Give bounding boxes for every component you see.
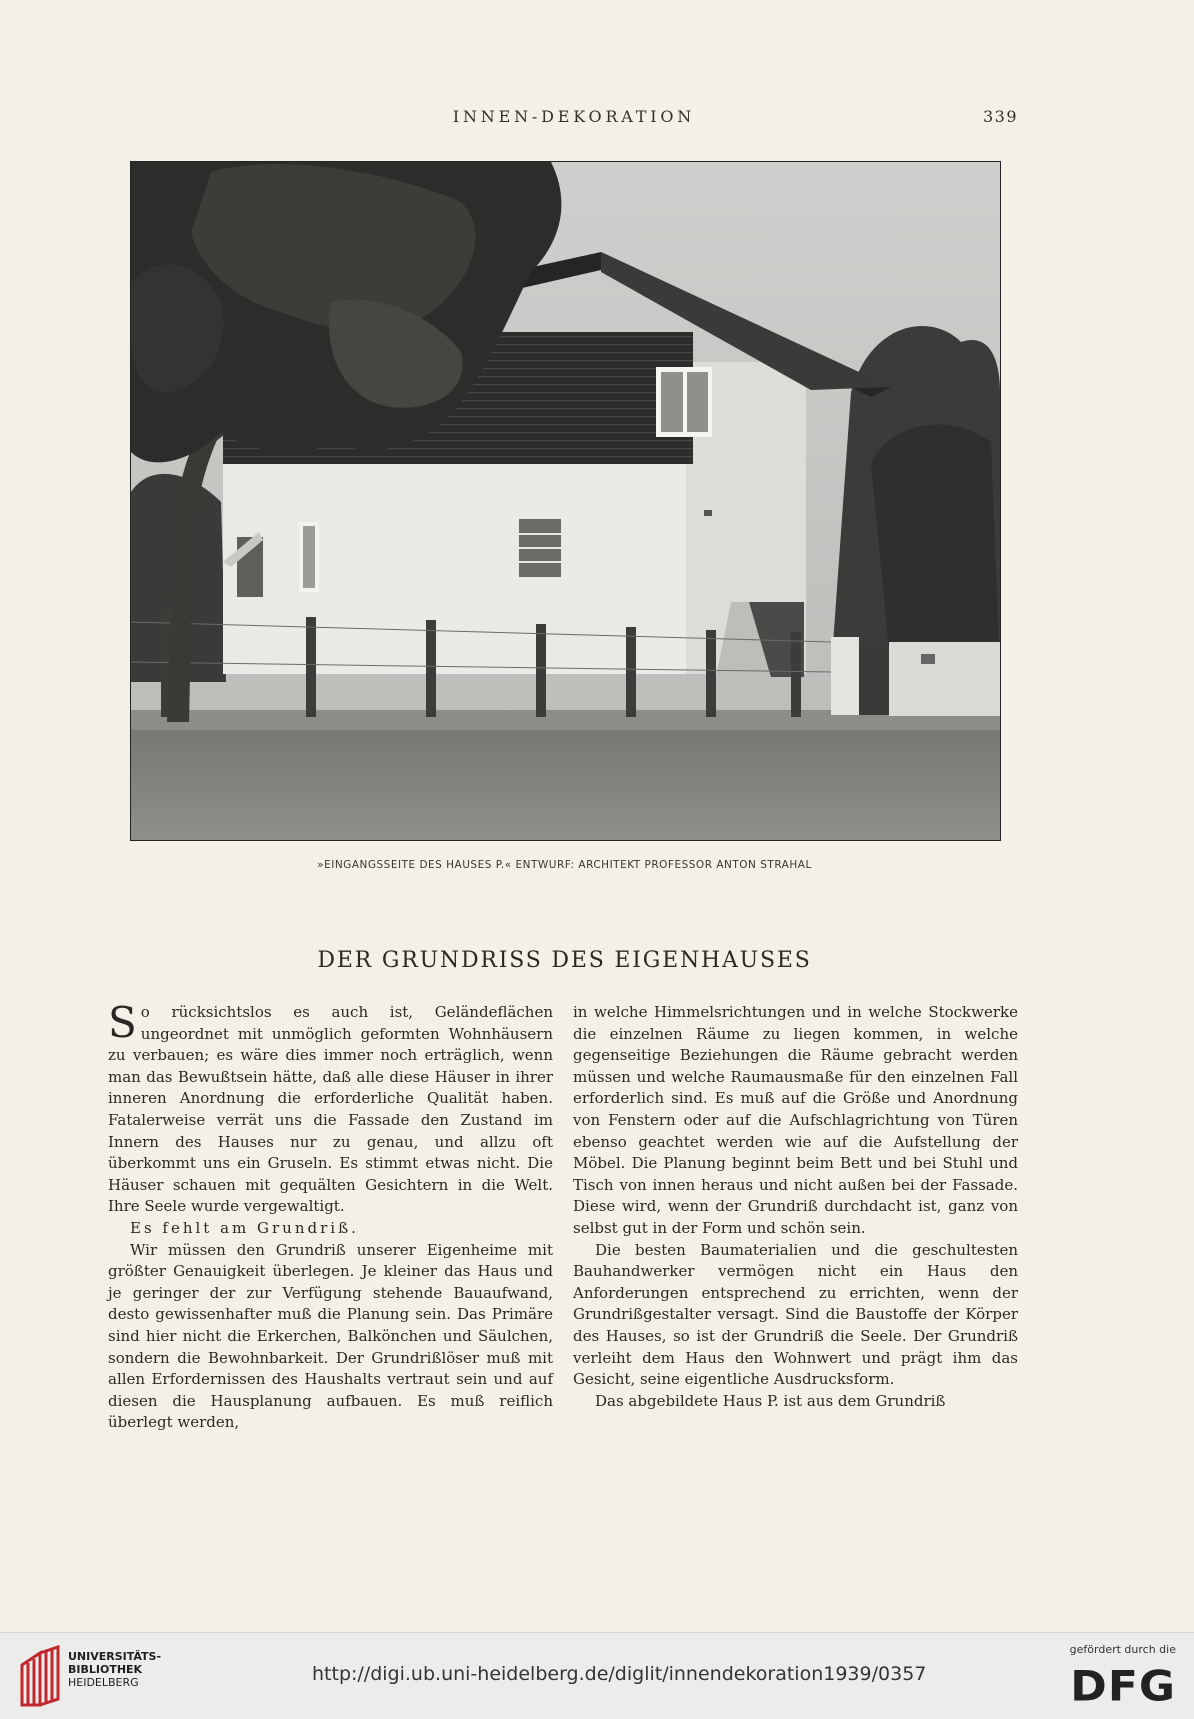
sponsor-text: gefördert durch die [1069,1643,1176,1656]
university-library-logo-icon [18,1643,62,1709]
figure-caption: »EINGANGSSEITE DES HAUSES P.« ENTWURF: ARCHITEKT PROFESSOR ANTON STRAHAL [317,859,812,871]
paragraph-1-text: o rücksichtslos es auch ist, Geländeflächen ungeordnet mit unmöglich geformten Wohnhäusern zu verbauen; es wäre dies immer noch erträglich, wenn man das Bewußtsein hätte, daß alle diese Häuser in ihrer inneren Anordnung die erforderliche Qualität haben. Fatalerweise verrät uns die Fassade den Zustand im Innern des Hauses nur zu genau, und allzu oft überkommt uns ein Gruseln. Es stimmt etwas nicht. Die Häuser schauen mit gequälten Gesichtern in die Welt. Ihre Seele wurde vergewaltigt. [108,1003,553,1216]
institution-line-3: HEIDELBERG [68,1676,139,1689]
institution-name [68,1650,198,1689]
house-photo-illustration [131,162,1000,840]
dfg-logo: DFG [1070,1662,1176,1711]
house-photograph [130,161,1001,841]
running-title: INNEN-DEKORATION [452,107,696,126]
institution-line-2: BIBLIOTHEK [68,1663,143,1676]
paragraph-4: in welche Himmelsrichtungen und in welche Stockwerke die einzelnen Räume zu liegen kommen, in welche gegenseitige Beziehungen die Räume gebracht werden müssen und welche Raumausmaße für den einzelnen Fall erforderlich sind. Es muß auf die Größe und Anordnung von Fenstern oder auf die Aufschlagrichtung von Türen ebenso geachtet werden wie auf die Aufstellung der Möbel. Die Planung beginnt beim Bett und bei Stuhl und Tisch von innen heraus und nicht außen bei der Fassade. Diese wird, wenn der Grundriß durchdacht ist, ganz von selbst gut in der Form und schön sein. [573,1003,1018,1237]
paragraph-5: Die besten Baumaterialien und die geschultesten Bauhandwerker vermögen nicht ein Haus den Anforderungen entsprechend zu errichten, wenn der Grundrißgestalter versagt. Sind die Baustoffe der Körper des Hauses, so ist der Grundriß die Seele. Der Grundriß verleiht dem Haus den Wohnwert und prägt ihm das Gesicht, seine eigentliche Ausdrucksform. [573,1240,1018,1389]
paragraph-1 [108,998,553,1218]
paragraph-6: Das abgebildete Haus P. ist aus dem Grundriß [595,1391,946,1410]
paragraph-2: Es fehlt am Grundriß. [130,1218,359,1237]
drop-cap: S [108,998,137,1047]
left-column [108,998,553,1434]
right-column [573,1002,1018,1412]
article-title: DER GRUNDRISS DES EIGENHAUSES [317,948,812,973]
article-body [108,998,1019,1442]
running-head [130,107,1018,131]
paragraph-3: Wir müssen den Grundriß unserer Eigenheime mit größter Genauigkeit überlegen. Je kleiner das Haus und je geringer der zur Verfügung stehende Bauaufwand, desto gewissenhafter muß die Planung sein. Das Primäre sind hier nicht die Erkerchen, Balkönchen und Säulchen, sondern die Bewohnbarkeit. Der Grundrißlöser muß mit allen Erfordernissen des Haushalts vertraut sein und auf diesen die Hausplanung aufbauen. Es muß reiflich überlegt werden, [108,1240,553,1432]
page-number: 339 [982,107,1018,126]
institution-line-1: UNIVERSITÄTS- [68,1650,162,1663]
digitization-footer [0,1632,1194,1719]
permalink-url[interactable]: http://digi.ub.uni-heidelberg.de/diglit/innendekoration1939/0357 [312,1663,927,1685]
